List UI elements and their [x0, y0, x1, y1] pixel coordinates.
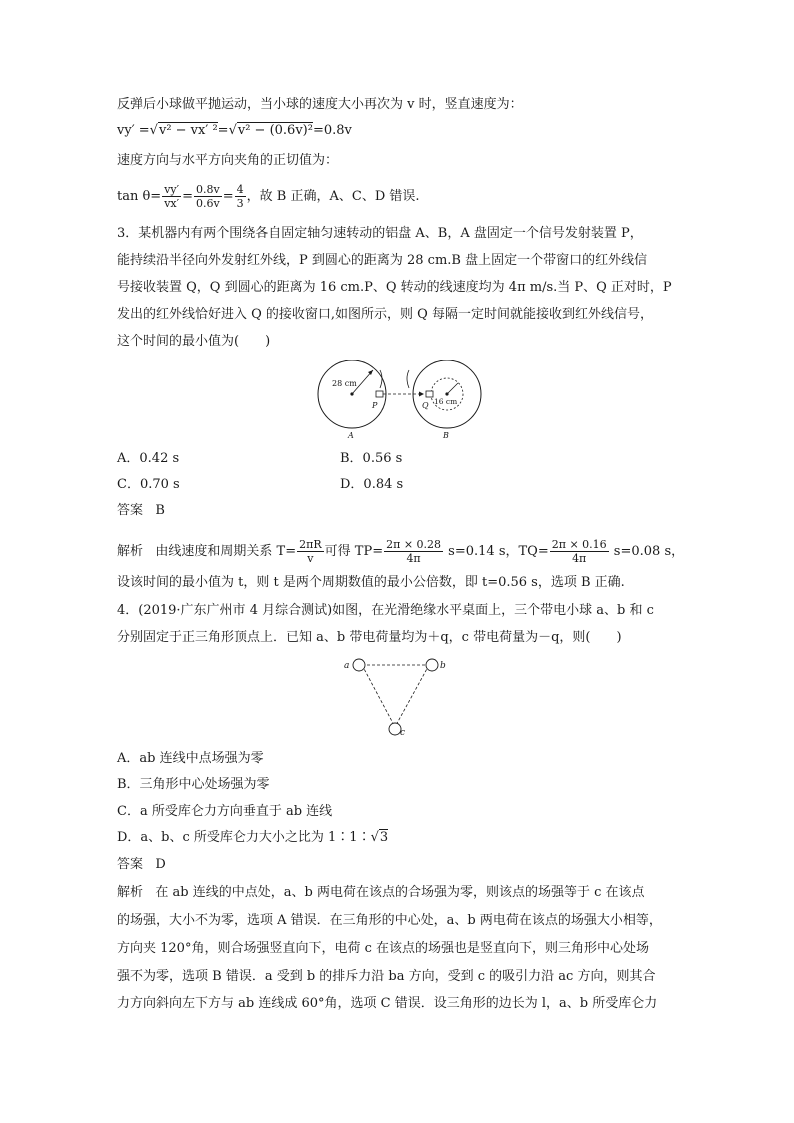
analysis-text: s=0.14 s，TQ=	[448, 544, 549, 559]
sqrt-sign: √	[228, 123, 237, 138]
analysis-text: 由线速度和周期关系 T=	[155, 544, 297, 559]
sol2-conclusion: ，故 B 正确，A、C、D 错误.	[246, 189, 420, 204]
q3-figure-discs	[310, 360, 490, 442]
q3-option-c[interactable]: C．0.70 s	[117, 477, 180, 492]
analysis-text: s=0.08 s，	[613, 544, 685, 559]
infrared-beam-arrowhead	[419, 392, 424, 397]
q3-line-4: 发出的红外线恰好进入 Q 的接收窗口,如图所示，则 Q 每隔一定时间就能接收到红外线信号，	[117, 307, 653, 322]
fraction-denominator: 0.6v	[196, 197, 220, 210]
ball-b	[426, 659, 438, 671]
vy-result: =0.8v	[312, 123, 352, 138]
q4-option-d[interactable]	[117, 830, 388, 846]
q4-option-b[interactable]: B．三角形中心处场强为零	[117, 777, 270, 792]
fraction-denominator: 4π	[572, 552, 587, 565]
q3-line-2: 能持续沿半径向外发射红外线，P 到圆心的距离为 28 cm.B 盘上固定一个带窗口的红外线信	[117, 253, 648, 268]
analysis-label: 解析	[117, 544, 144, 559]
fraction-numerator: 0.8v	[196, 183, 220, 196]
label-c: c	[400, 728, 406, 737]
vy-lhs: vy′ =	[117, 123, 150, 138]
fraction-numerator: 2πR	[299, 538, 322, 551]
q4-line-1: 4．(2019·广东广州市 4 月综合测试)如图，在光滑绝缘水平桌面上，三个带电小球 a、b 和 c	[117, 603, 654, 618]
tan-lhs: tan θ=	[117, 189, 162, 204]
q3-analysis-line2: 设该时间的最小值为 t，则 t 是两个周期数值的最小公倍数，即 t=0.56 s，选项 B 正确.	[117, 575, 625, 590]
answer-label: 答案	[117, 503, 144, 518]
fraction-denominator: 4π	[406, 552, 421, 565]
emitter-p	[376, 391, 383, 397]
q3-option-b[interactable]: B．0.56 s	[340, 451, 403, 466]
analysis-text: 可得 TP=	[324, 544, 384, 559]
sol2-line4: tan θ= $\frac{vy'}{vx'}$ = $\frac{0.8v}{0.6v}$ = $\frac{4}{3}$ ，故 B 正确，A、C、D 错误.	[117, 183, 420, 210]
equals: =	[217, 123, 229, 138]
analysis-text: 在 ab 连线的中点处，a、b 两电荷在该点的合场强为零，则该点的场强等于 c 在该点	[155, 885, 645, 900]
radicand-1: v² − vx′ ²	[158, 123, 218, 138]
label-b: b	[440, 661, 446, 671]
q3-answer	[117, 503, 165, 519]
radicand-2: v² − (0.6v)²	[237, 123, 313, 138]
q3-line-3: 号接收装置 Q，Q 到圆心的距离为 16 cm.P、Q 转动的线速度均为 4π m/s.当 P、Q 正对时，P	[117, 280, 672, 295]
q3-option-d[interactable]: D．0.84 s	[340, 477, 404, 492]
fraction-period	[297, 538, 324, 565]
fraction-tp	[384, 538, 443, 565]
disc-b-radius-label: 16 cm	[434, 397, 458, 406]
sqrt-sign: √	[149, 123, 158, 138]
fraction-08-06	[194, 183, 222, 210]
sol2-line2	[117, 123, 352, 139]
q4-analysis-line5: 力方向斜向左下方与 ab 连线成 60°角，选项 C 错误．设三角形的边长为 l，a、b 所受库仑力	[117, 996, 658, 1011]
q4-analysis-line2: 的场强，大小不为零，选项 A 错误．在三角形的中心处，a、b 两电荷在该点的场强大小相等，	[117, 913, 662, 928]
fraction-numerator: 4	[236, 183, 244, 196]
label-a: a	[344, 661, 350, 671]
label-p: P	[372, 401, 378, 410]
side-ac	[362, 665, 395, 727]
option-d-radicand: 3	[379, 830, 389, 845]
side-bc	[395, 665, 429, 727]
fraction-vy-vx	[162, 183, 181, 210]
answer-value: D	[155, 857, 166, 872]
q4-analysis-line3: 方向夹 120°角，则合场强竖直向下，电荷 c 在该点的场强也是竖直向下，则三角形中心处场	[117, 941, 649, 956]
fraction-numerator: 2π × 0.28	[386, 538, 442, 551]
disc-b-radius	[447, 383, 458, 394]
label-disc-a: A	[348, 431, 354, 440]
fraction-numerator: 2π × 0.16	[551, 538, 607, 551]
answer-label: 答案	[117, 857, 144, 872]
q4-analysis-line1	[117, 885, 645, 901]
ball-a	[353, 659, 365, 671]
receiver-q	[426, 391, 433, 397]
rotation-arrow-b	[407, 370, 409, 388]
sol2-line1: 反弹后小球做平抛运动，当小球的速度大小再次为 v 时，竖直速度为：	[117, 97, 523, 112]
sqrt-sign: √	[370, 830, 379, 845]
q4-analysis-line4: 强不为零，选项 B 错误．a 受到 b 的排斥力沿 ba 方向，受到 c 的吸引力沿 ac 方向，则其合	[117, 969, 656, 984]
q4-answer	[117, 857, 166, 873]
fraction-tq	[550, 538, 609, 565]
q3-line-1: 3．某机器内有两个围绕各自固定轴匀速转动的铝盘 A、B，A 盘固定一个信号发射装置 P，	[117, 226, 643, 241]
fraction-numerator: vy′	[164, 183, 180, 196]
q4-line-2: 分别固定于正三角形顶点上．已知 a、b 带电荷量均为＋q，c 带电荷量为－q，则( )	[117, 630, 622, 645]
q4-option-a[interactable]: A．ab 连线中点场强为零	[117, 751, 264, 766]
answer-value: B	[155, 503, 165, 518]
q3-analysis-line1	[117, 538, 684, 565]
analysis-label: 解析	[117, 885, 144, 900]
label-q: Q	[422, 401, 429, 410]
label-disc-b: B	[443, 431, 449, 440]
fraction-denominator: 3	[236, 197, 244, 210]
sol2-line3: 速度方向与水平方向夹角的正切值为：	[117, 153, 339, 168]
q4-figure-triangle	[340, 655, 450, 737]
rotation-arrow-a	[380, 370, 382, 388]
disc-a-radius-label: 28 cm	[332, 379, 357, 388]
fraction-denominator: v	[307, 552, 314, 565]
q3-option-a[interactable]: A．0.42 s	[117, 451, 180, 466]
q3-line-5: 这个时间的最小值为( )	[117, 334, 271, 349]
q4-option-c[interactable]: C．a 所受库仑力方向垂直于 ab 连线	[117, 804, 333, 819]
fraction-4-3	[235, 183, 246, 210]
fraction-denominator: vx′	[164, 197, 180, 210]
option-d-text: D．a、b、c 所受库仑力大小之比为 1∶1∶	[117, 830, 371, 845]
